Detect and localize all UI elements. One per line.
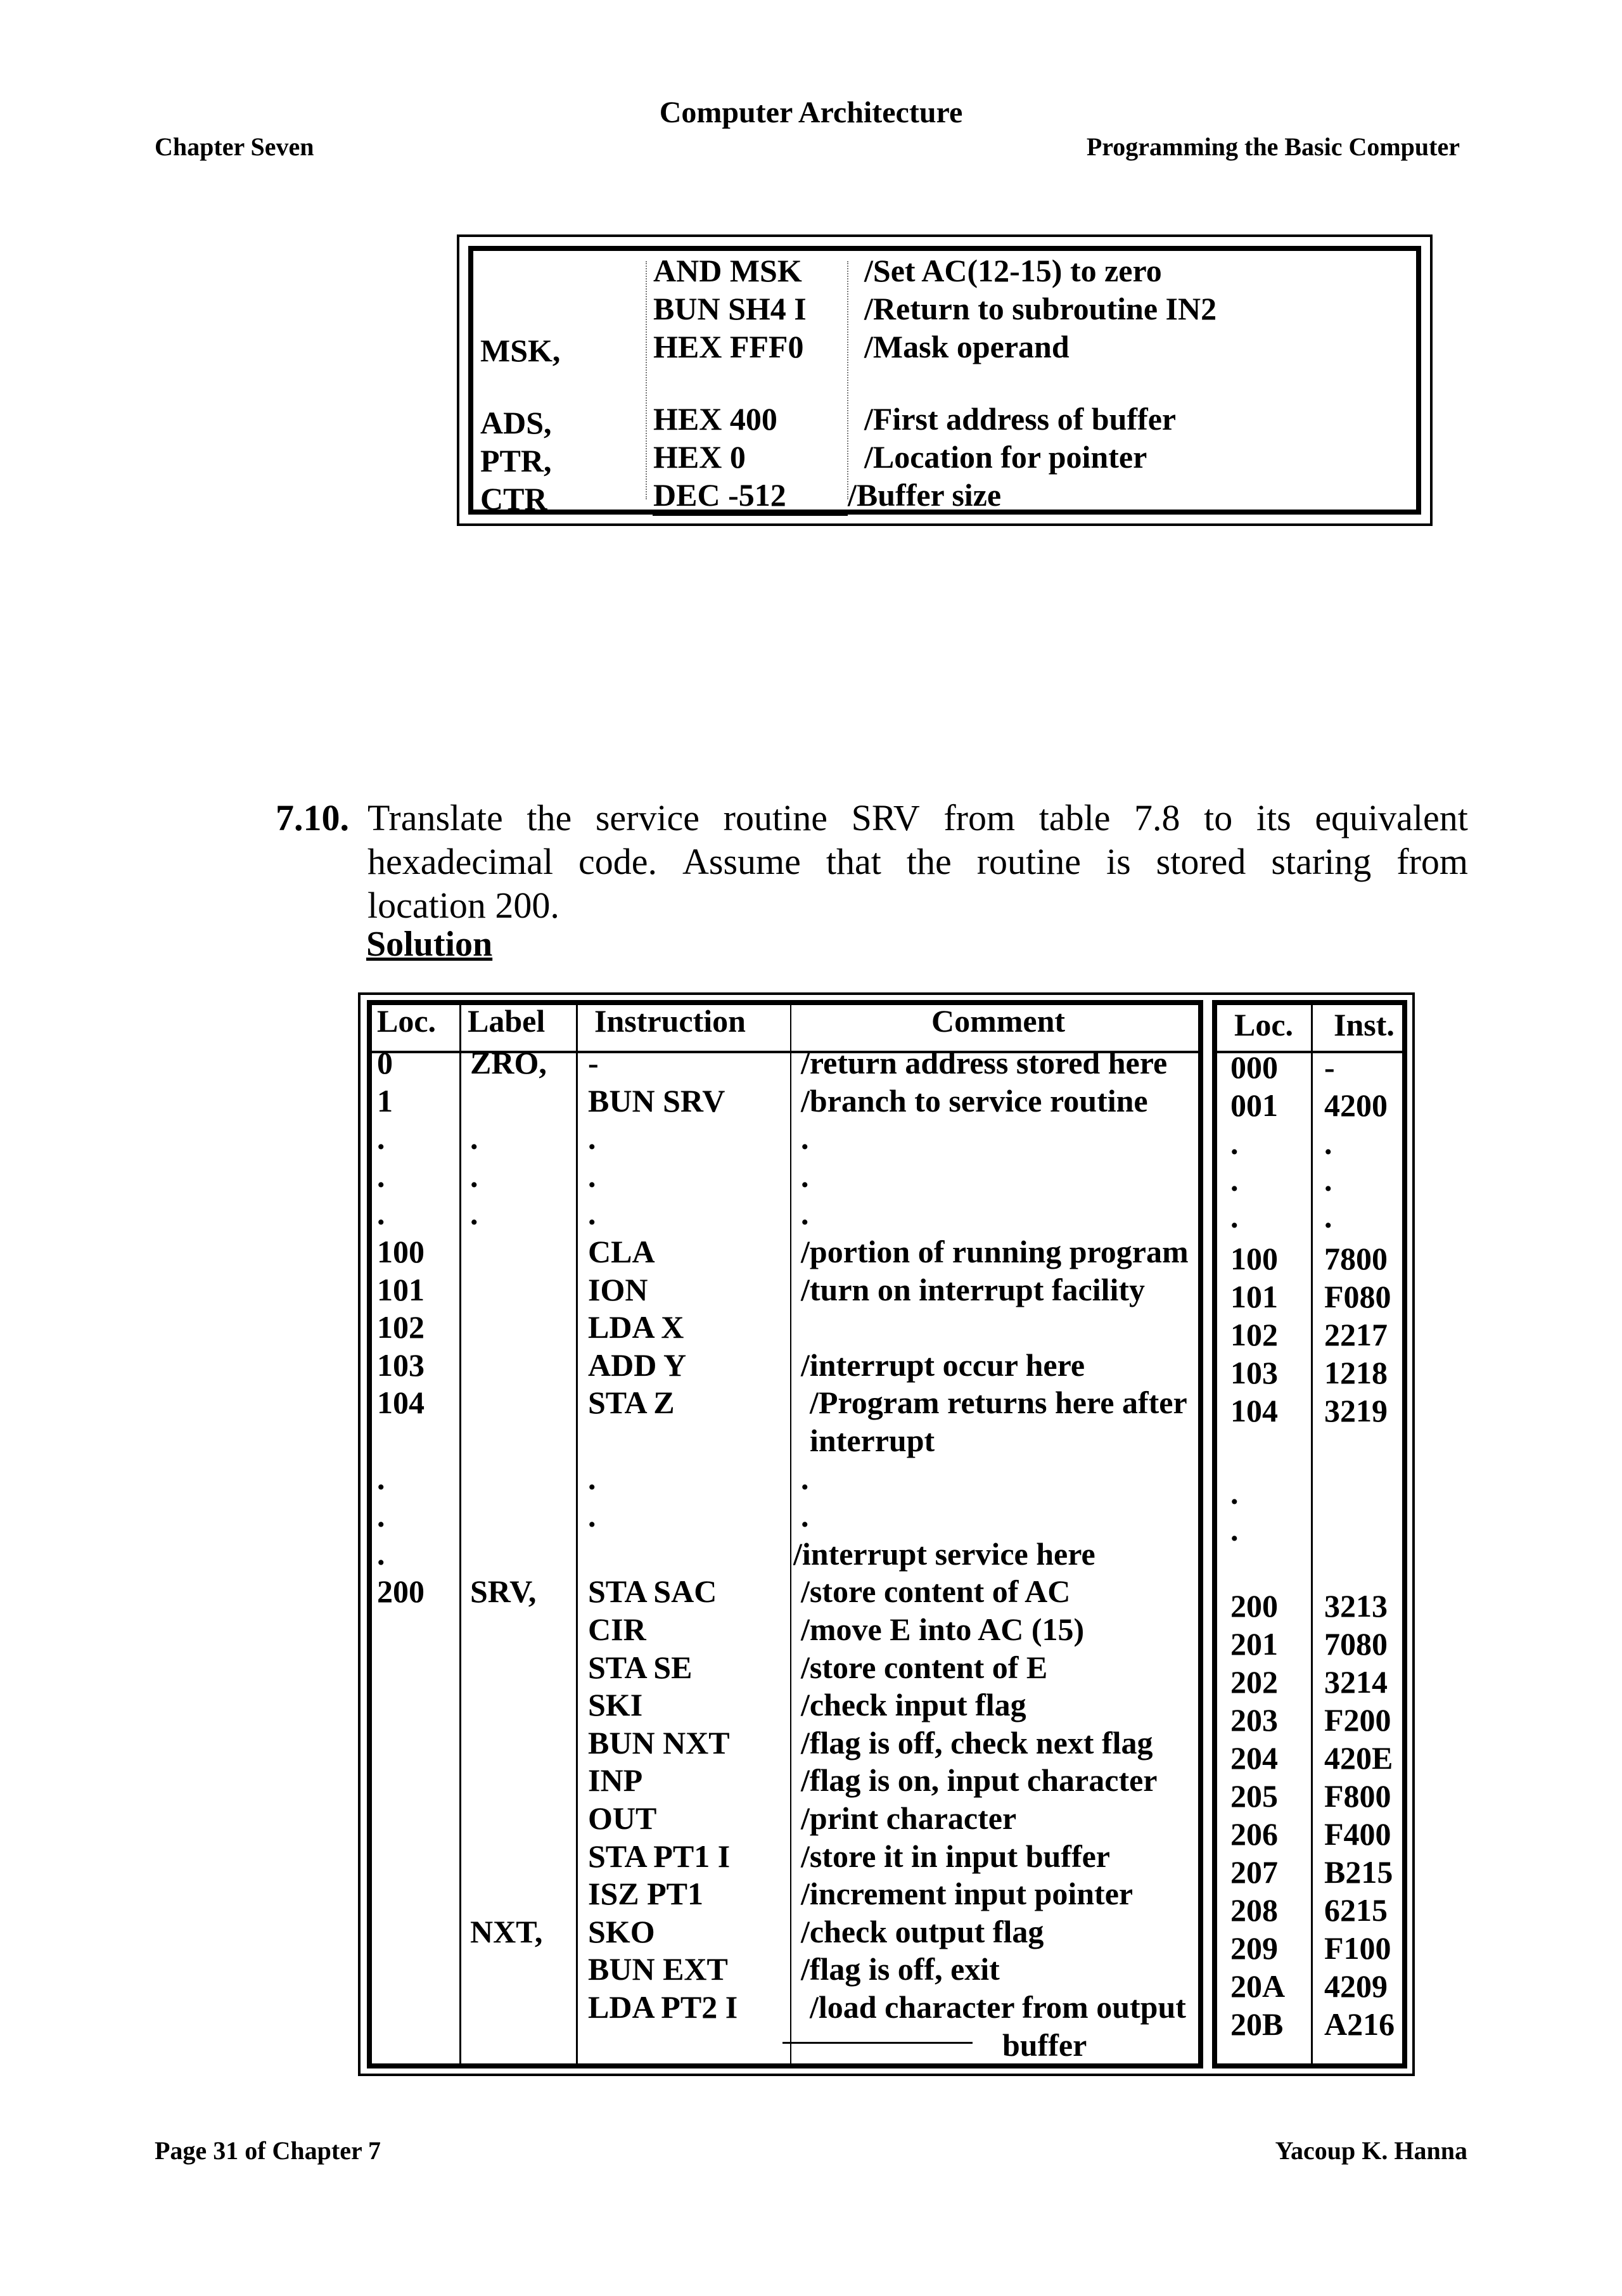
question-line-1 (367, 796, 1468, 840)
row-instruction: STA PT1 I (588, 1838, 731, 1874)
code-comment: /Return to subroutine IN2 (864, 291, 1217, 326)
row-instruction: ION (588, 1272, 648, 1307)
question-word: Assume (682, 841, 801, 882)
hex-loc: 103 (1230, 1355, 1278, 1390)
question-word: that (826, 841, 881, 882)
row-comment: /flag is off, check next flag (801, 1725, 1153, 1760)
header-loc-hex: Loc. (1234, 1007, 1294, 1042)
col-divider (1311, 1005, 1313, 2063)
hex-loc: . (1230, 1512, 1239, 1548)
row-instruction: SKI (588, 1687, 643, 1722)
row-instruction: ADD Y (588, 1347, 687, 1383)
code-instruction: BUN SH4 I (653, 291, 807, 326)
hex-inst: F400 (1324, 1816, 1391, 1852)
row-label: NXT, (470, 1914, 543, 1949)
question-word: is (1106, 841, 1131, 882)
code-instruction: HEX FFF0 (653, 329, 804, 364)
row-label: . (470, 1120, 478, 1156)
row-instruction: LDA X (588, 1309, 684, 1345)
row-comment: /store content of AC (801, 1574, 1071, 1609)
header-instruction: Instruction (594, 1003, 746, 1039)
code-instruction: AND MSK (653, 253, 802, 288)
hex-inst: 420E (1324, 1740, 1393, 1776)
question-word: stored (1156, 841, 1246, 882)
row-comment: . (801, 1498, 809, 1534)
code-comment: /First address of buffer (864, 401, 1177, 437)
question-word: hexadecimal (367, 841, 554, 882)
hex-loc: 104 (1230, 1393, 1278, 1428)
hex-inst: 4200 (1324, 1087, 1388, 1123)
code-comment: /Location for pointer (864, 439, 1147, 475)
row-loc: . (377, 1196, 385, 1231)
row-instruction: STA Z (588, 1385, 675, 1420)
row-label: SRV, (470, 1574, 537, 1609)
row-comment: /Program returns here after (810, 1385, 1187, 1420)
row-instruction: . (588, 1196, 596, 1231)
question-number: 7.10. (276, 797, 349, 838)
col-divider (576, 1005, 578, 2063)
hex-loc: . (1230, 1475, 1239, 1511)
row-comment: /turn on interrupt facility (801, 1272, 1146, 1307)
row-comment: /move E into AC (15) (801, 1612, 1085, 1647)
hex-inst: . (1324, 1162, 1332, 1198)
question-word: table (1038, 797, 1111, 838)
row-instruction: STA SAC (588, 1574, 717, 1609)
hex-loc: 200 (1230, 1588, 1278, 1624)
hex-loc: 102 (1230, 1317, 1278, 1352)
hex-inst: B215 (1324, 1854, 1393, 1890)
hex-inst: 6215 (1324, 1892, 1388, 1928)
header-inst-hex: Inst. (1334, 1007, 1395, 1042)
question-word: the (906, 841, 952, 882)
row-comment: /store it in input buffer (801, 1838, 1110, 1874)
hex-inst: F800 (1324, 1778, 1391, 1814)
hex-inst: F100 (1324, 1930, 1391, 1966)
row-comment: /store content of E (801, 1650, 1048, 1685)
question-word: 7.8 (1134, 797, 1180, 838)
code-comment: /Buffer size (848, 477, 1002, 513)
header-label: Label (468, 1003, 546, 1039)
row-instruction: SKO (588, 1914, 655, 1949)
book-title: Computer Architecture (659, 96, 963, 129)
row-loc: 200 (377, 1574, 425, 1609)
question-word: from (943, 797, 1016, 838)
row-comment: /load character from output (810, 1989, 1186, 2025)
row-loc: . (377, 1120, 385, 1156)
question (276, 796, 1468, 927)
hex-inst: F200 (1324, 1702, 1391, 1738)
hex-inst: . (1324, 1126, 1332, 1161)
question-word: from (1396, 841, 1468, 882)
row-comment: . (801, 1461, 809, 1496)
row-instruction: BUN NXT (588, 1725, 730, 1760)
row-comment: /portion of running program (801, 1234, 1189, 1269)
row-comment: /branch to service routine (801, 1083, 1148, 1119)
row-comment: /flag is off, exit (801, 1951, 1000, 1987)
chapter-label: Chapter Seven (155, 132, 314, 161)
row-loc: 102 (377, 1309, 425, 1345)
hex-inst: - (1324, 1049, 1335, 1085)
header-comment: Comment (931, 1003, 1066, 1039)
question-word: code. (578, 841, 658, 882)
row-comment: /flag is on, input character (801, 1762, 1158, 1798)
question-word: service (595, 797, 700, 838)
col-divider (790, 1005, 791, 2063)
hex-inst: 3219 (1324, 1393, 1388, 1428)
hex-loc: 205 (1230, 1778, 1278, 1814)
hex-loc: . (1230, 1162, 1239, 1198)
row-loc: 101 (377, 1272, 425, 1307)
code-instruction: HEX 0 (653, 439, 746, 475)
hex-loc: 100 (1230, 1241, 1278, 1276)
row-instruction: CIR (588, 1612, 646, 1647)
row-comment: /interrupt service here (793, 1536, 1095, 1572)
header-loc: Loc. (377, 1003, 437, 1039)
row-comment: /check input flag (801, 1687, 1026, 1722)
hex-inst: A216 (1324, 2006, 1395, 2042)
hex-loc: . (1230, 1199, 1239, 1235)
row-label: ZRO, (470, 1045, 547, 1081)
code-label: PTR, (480, 443, 552, 478)
question-line-3: location 200. (367, 885, 559, 926)
hex-loc: 201 (1230, 1626, 1278, 1662)
solution-heading: Solution (366, 925, 493, 964)
code-comment: /Mask operand (864, 329, 1070, 364)
hex-loc: 000 (1230, 1049, 1278, 1085)
hex-loc: 20A (1230, 1968, 1286, 2004)
code-label: ADS, (480, 405, 552, 440)
hex-inst: 7080 (1324, 1626, 1388, 1662)
col-divider (459, 1005, 461, 2063)
hex-inst: 3213 (1324, 1588, 1388, 1624)
code-box-divider (847, 261, 848, 499)
row-loc: 100 (377, 1234, 425, 1269)
question-word: SRV (851, 797, 920, 838)
hex-loc: 208 (1230, 1892, 1278, 1928)
question-word: the (527, 797, 572, 838)
row-loc: . (377, 1536, 385, 1572)
hex-inst: . (1324, 1199, 1332, 1235)
row-loc: 1 (377, 1083, 393, 1119)
hex-inst: 2217 (1324, 1317, 1388, 1352)
page-number: Page 31 of Chapter 7 (155, 2136, 381, 2165)
row-instruction: INP (588, 1762, 643, 1798)
row-instruction: . (588, 1498, 596, 1534)
hex-inst: 1218 (1324, 1355, 1388, 1390)
hex-inst: 7800 (1324, 1241, 1388, 1276)
hex-loc: 203 (1230, 1702, 1278, 1738)
hex-loc: 20B (1230, 2006, 1284, 2042)
row-comment: . (801, 1120, 809, 1156)
question-word: Translate (367, 797, 503, 838)
row-instruction: BUN SRV (588, 1083, 725, 1119)
author-name: Yacoup K. Hanna (1275, 2136, 1467, 2165)
row-instruction: . (588, 1461, 596, 1496)
buffer-underline (782, 2042, 973, 2044)
row-comment: /increment input pointer (801, 1876, 1133, 1911)
question-line-2 (367, 840, 1468, 883)
row-instruction: LDA PT2 I (588, 1989, 738, 2025)
row-comment: /print character (801, 1800, 1017, 1836)
row-label: . (470, 1158, 478, 1194)
code-instruction: HEX 400 (653, 401, 777, 437)
row-loc: . (377, 1498, 385, 1534)
code-label: CTR (480, 481, 547, 516)
row-comment: /check output flag (801, 1914, 1044, 1949)
row-loc: . (377, 1158, 385, 1194)
hex-inst: 3214 (1324, 1664, 1388, 1700)
question-word: to (1204, 797, 1233, 838)
row-comment: . (801, 1196, 809, 1231)
hex-loc: 207 (1230, 1854, 1278, 1890)
row-loc: 0 (377, 1045, 393, 1081)
code-instruction: DEC -512 (653, 477, 786, 513)
question-word: its (1256, 797, 1291, 838)
row-label: . (470, 1196, 478, 1231)
hex-loc: 101 (1230, 1279, 1278, 1314)
row-loc: 104 (377, 1385, 425, 1420)
row-instruction: . (588, 1120, 596, 1156)
row-instruction: . (588, 1158, 596, 1194)
row-comment: . (801, 1158, 809, 1194)
question-word: routine (976, 841, 1082, 882)
hex-loc: 202 (1230, 1664, 1278, 1700)
row-loc: 103 (377, 1347, 425, 1383)
section-title: Programming the Basic Computer (1086, 132, 1460, 161)
row-instruction: ISZ PT1 (588, 1876, 704, 1911)
hex-loc: 206 (1230, 1816, 1278, 1852)
hex-inst: F080 (1324, 1279, 1391, 1314)
row-comment: interrupt (810, 1423, 935, 1458)
question-word: routine (723, 797, 827, 838)
code-box-underline (653, 513, 848, 516)
row-instruction: CLA (588, 1234, 655, 1269)
row-instruction: OUT (588, 1800, 657, 1836)
code-box-divider (646, 261, 647, 499)
code-comment: /Set AC(12-15) to zero (864, 253, 1162, 288)
row-comment: /interrupt occur here (801, 1347, 1085, 1383)
hex-loc: 204 (1230, 1740, 1278, 1776)
question-word: equivalent (1315, 797, 1468, 838)
hex-loc: 001 (1230, 1087, 1278, 1123)
row-instruction: - (588, 1045, 599, 1081)
hex-inst: 4209 (1324, 1968, 1388, 2004)
hex-loc: 209 (1230, 1930, 1278, 1966)
row-comment: /return address stored here (801, 1045, 1168, 1081)
row-comment: buffer (1002, 2027, 1087, 2063)
row-loc: . (377, 1461, 385, 1496)
code-label: MSK, (480, 333, 561, 368)
row-instruction: BUN EXT (588, 1951, 728, 1987)
question-word: staring (1271, 841, 1372, 882)
hex-loc: . (1230, 1126, 1239, 1161)
row-instruction: STA SE (588, 1650, 693, 1685)
